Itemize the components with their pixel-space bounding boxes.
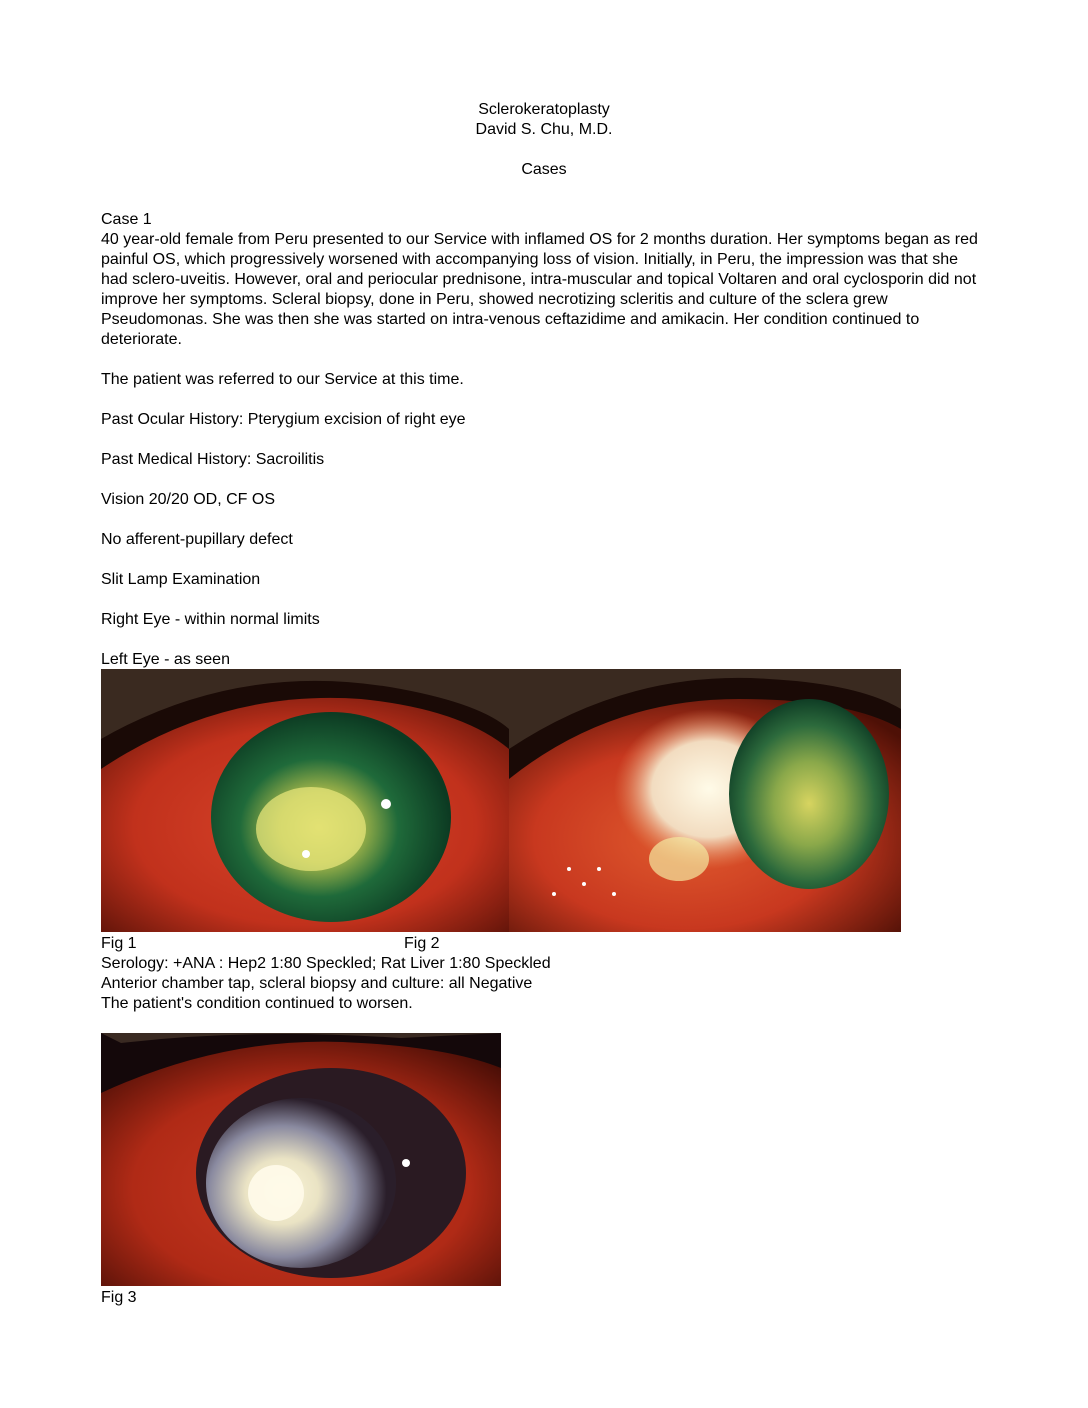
section-heading: Cases: [521, 161, 567, 178]
right-eye-text: Right Eye - within normal limits: [101, 611, 320, 628]
case-intro-paragraph: 40 year-old female from Peru presented to our Service with inflamed OS for 2 months duration. Her symptoms began as red painful OS, which progressively worsened with accompanying loss of vision. Initially, in Peru, the impression was that she had sclero-uveitis. However, oral and periocular prednisone, intra-muscular and topical Voltaren and oral cyclosporin did not improve her symptoms. Scleral biopsy, done in Peru, showed necrotizing scleritis and culture of the sclera grew Pseudomonas. She was then she was started on intra-venous ceftazidime and amikacin. Her condition continued to deteriorate.: [101, 231, 978, 348]
figure-3-image: [101, 1033, 501, 1286]
figure-2-image: [509, 669, 901, 932]
figure-1-caption: Fig 1: [101, 935, 137, 952]
figure-3-caption: Fig 3: [101, 1289, 137, 1306]
referred-text: The patient was referred to our Service at this time.: [101, 371, 464, 388]
tap-text: Anterior chamber tap, scleral biopsy and culture: all Negative: [101, 975, 533, 992]
figure-1-image: [101, 669, 509, 932]
left-eye-text: Left Eye - as seen: [101, 651, 230, 668]
worsen-text: The patient's condition continued to worsen.: [101, 995, 413, 1012]
apd-text: No afferent-pupillary defect: [101, 531, 293, 548]
document-author: David S. Chu, M.D.: [475, 121, 613, 138]
ocular-history-text: Past Ocular History: Pterygium excision of right eye: [101, 411, 466, 428]
figure-2-caption: Fig 2: [404, 935, 440, 952]
serology-text: Serology: +ANA : Hep2 1:80 Speckled; Rat Liver 1:80 Speckled: [101, 955, 551, 972]
case-heading: Case 1: [101, 211, 152, 228]
slit-lamp-heading: Slit Lamp Examination: [101, 571, 261, 588]
vision-text: Vision 20/20 OD, CF OS: [101, 491, 275, 508]
document-title: Sclerokeratoplasty: [478, 101, 610, 118]
medical-history-text: Past Medical History: Sacroilitis: [101, 451, 325, 468]
